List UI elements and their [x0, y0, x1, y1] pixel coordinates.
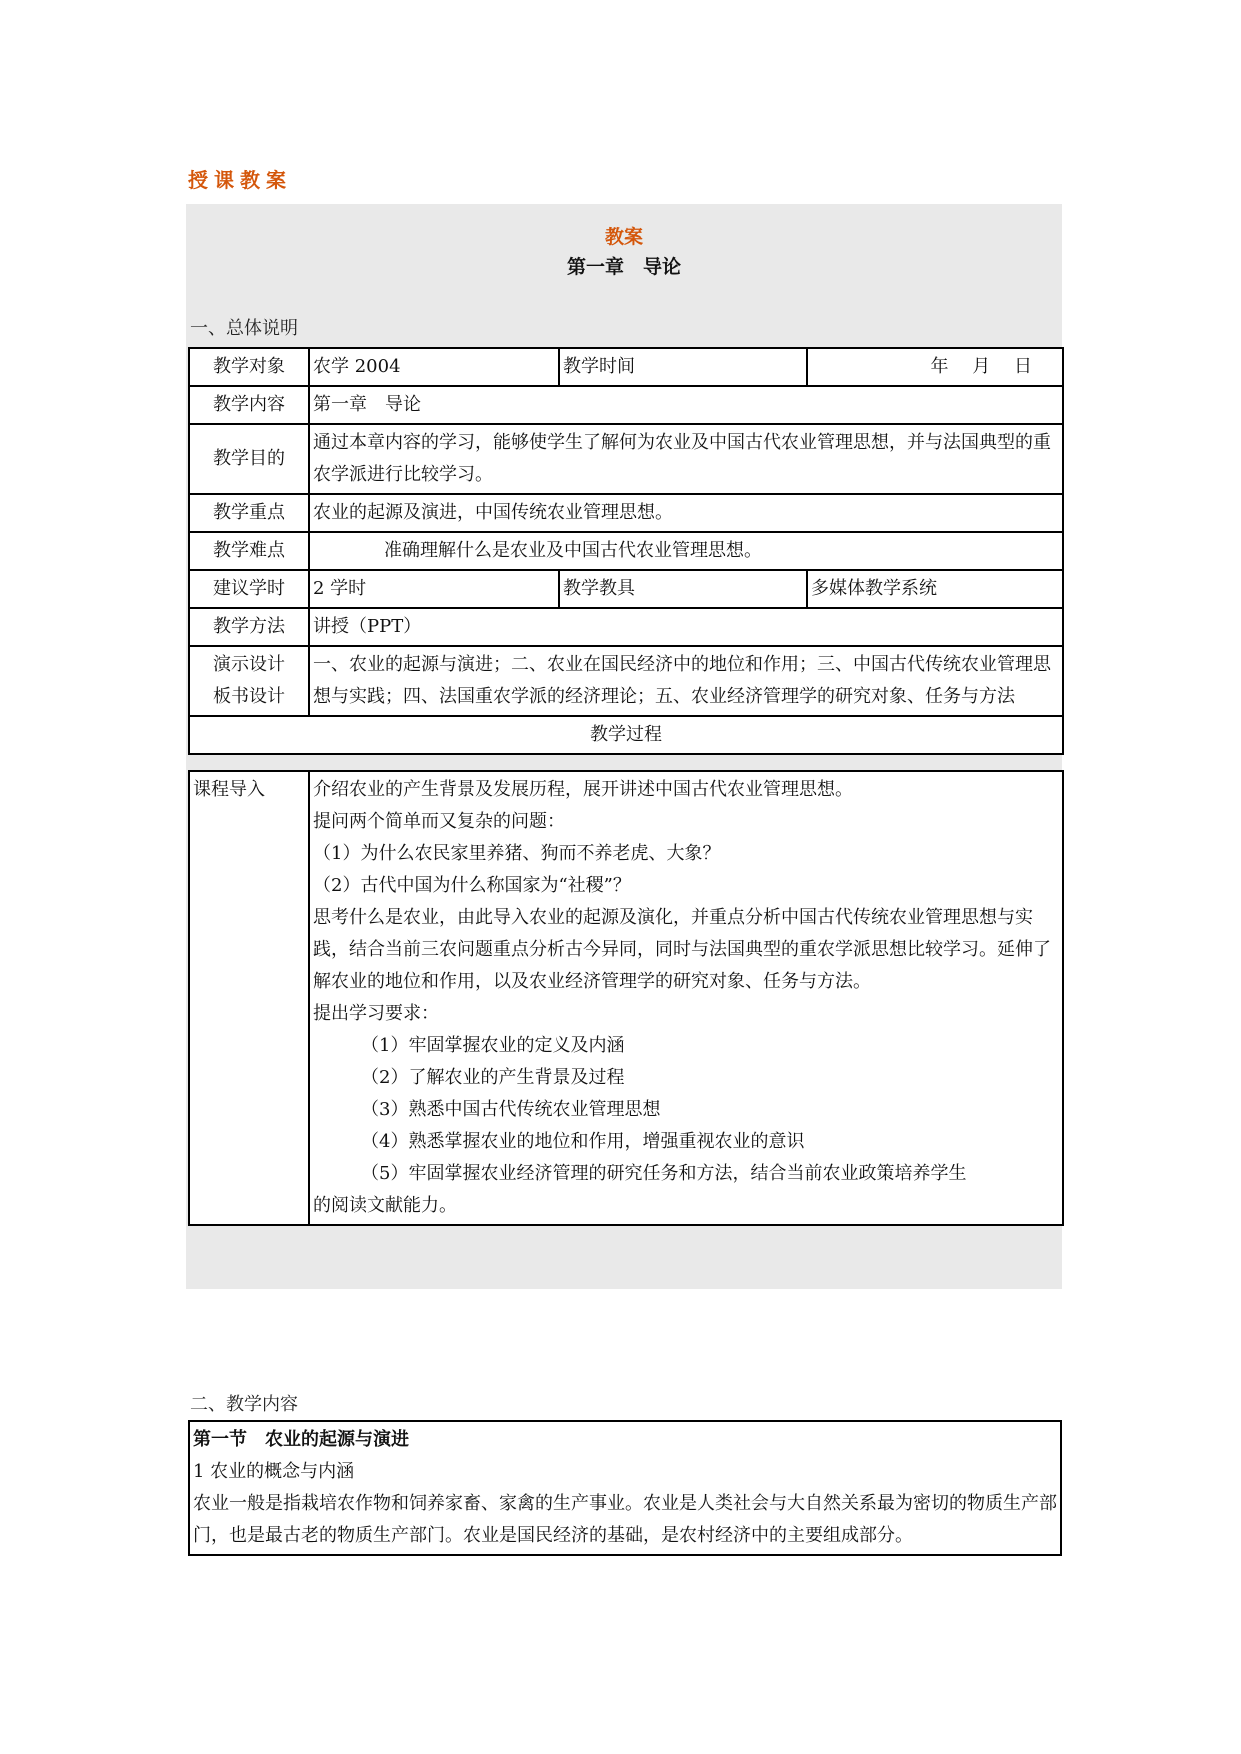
design-label — [189, 646, 309, 716]
content-paragraph: 农业一般是指栽培农作物和饲养家畜、家禽的生产事业。农业是人类社会与大自然关系最为密切的物质生产部门，也是最古老的物质生产部门。农业是国民经济的基础，是农村经济中的主要组成部分。 — [193, 1493, 1057, 1546]
method-value: 讲授（PPT） — [309, 608, 1063, 646]
requirement-item: （4）熟悉掌握农业的地位和作用，增强重视农业的意识 — [361, 1131, 805, 1152]
requirement-item: （1）牢固掌握农业的定义及内涵 — [361, 1035, 625, 1056]
process-content — [309, 771, 1063, 1225]
content-subtitle: 1 农业的概念与内涵 — [193, 1461, 355, 1482]
content-section-title: 第一节 农业的起源与演进 — [193, 1429, 409, 1450]
content-value: 第一章 导论 — [309, 386, 1063, 424]
requirement-item-continuation: 的阅读文献能力。 — [313, 1195, 457, 1216]
process-line: （1）为什么农民家里养猪、狗而不养老虎、大象？ — [313, 843, 721, 864]
focus-value: 农业的起源及演进，中国传统农业管理思想。 — [309, 494, 1063, 532]
hours-label: 建议学时 — [189, 570, 309, 608]
doc-title: 教案 — [604, 226, 643, 248]
requirement-item: （5）牢固掌握农业经济管理的研究任务和方法，结合当前农业政策培养学生 — [361, 1163, 967, 1184]
design-label-board: 板书设计 — [213, 686, 285, 707]
table-row — [189, 348, 1063, 386]
method-label: 教学方法 — [189, 608, 309, 646]
target-value: 农学 2004 — [309, 348, 559, 386]
requirement-item: （3）熟悉中国古代传统农业管理思想 — [361, 1099, 661, 1120]
goal-label: 教学目的 — [189, 424, 309, 494]
section-heading-content: 二、教学内容 — [190, 1394, 298, 1415]
process-line: 介绍农业的产生背景及发展历程，展开讲述中国古代农业管理思想。 — [313, 779, 853, 800]
table-row — [189, 646, 1063, 716]
difficulty-value: 准确理解什么是农业及中国古代农业管理思想。 — [309, 532, 1063, 570]
target-label: 教学对象 — [189, 348, 309, 386]
focus-label: 教学重点 — [189, 494, 309, 532]
tools-value: 多媒体教学系统 — [807, 570, 1063, 608]
table-row — [189, 771, 1063, 1225]
section-heading-overview: 一、总体说明 — [190, 318, 298, 339]
tools-label: 教学教具 — [559, 570, 807, 608]
process-table — [188, 770, 1064, 1226]
table-row — [189, 608, 1063, 646]
hours-value: 2 学时 — [309, 570, 559, 608]
design-value: 一、农业的起源与演进；二、农业在国民经济中的地位和作用；三、中国古代传统农业管理思想与实践；四、法国重农学派的经济理论；五、农业经济管理学的研究对象、任务与方法 — [309, 646, 1063, 716]
table-row — [189, 570, 1063, 608]
table-row — [189, 532, 1063, 570]
process-line: 提出学习要求： — [313, 1003, 439, 1024]
time-value: 年 月 日 — [807, 348, 1063, 386]
table-row — [189, 716, 1063, 754]
page-heading: 授课教案 — [188, 168, 292, 192]
difficulty-label: 教学难点 — [189, 532, 309, 570]
design-label-demo: 演示设计 — [213, 654, 285, 675]
info-table — [188, 347, 1064, 755]
table-row — [189, 386, 1063, 424]
process-header: 教学过程 — [189, 716, 1063, 754]
requirement-item: （2）了解农业的产生背景及过程 — [361, 1067, 625, 1088]
table-row — [189, 1421, 1061, 1555]
chapter-title: 第一章 导论 — [566, 256, 681, 278]
time-label: 教学时间 — [559, 348, 807, 386]
goal-value: 通过本章内容的学习，能够使学生了解何为农业及中国古代农业管理思想，并与法国典型的重农学派进行比较学习。 — [309, 424, 1063, 494]
process-line: 提问两个简单而又复杂的问题： — [313, 811, 565, 832]
table-row — [189, 494, 1063, 532]
process-label: 课程导入 — [189, 771, 309, 1225]
table-row — [189, 424, 1063, 494]
content-cell — [189, 1421, 1061, 1555]
content-label: 教学内容 — [189, 386, 309, 424]
process-line: （2）古代中国为什么称国家为“社稷”？ — [313, 875, 631, 896]
process-line: 思考什么是农业，由此导入农业的起源及演化，并重点分析中国古代传统农业管理思想与实践，结合当前三农问题重点分析古今异同，同时与法国典型的重农学派思想比较学习。延伸了解农业的地位和作用，以及农业经济管理学的研究对象、任务与方法。 — [313, 907, 1051, 992]
content-table — [188, 1420, 1062, 1556]
